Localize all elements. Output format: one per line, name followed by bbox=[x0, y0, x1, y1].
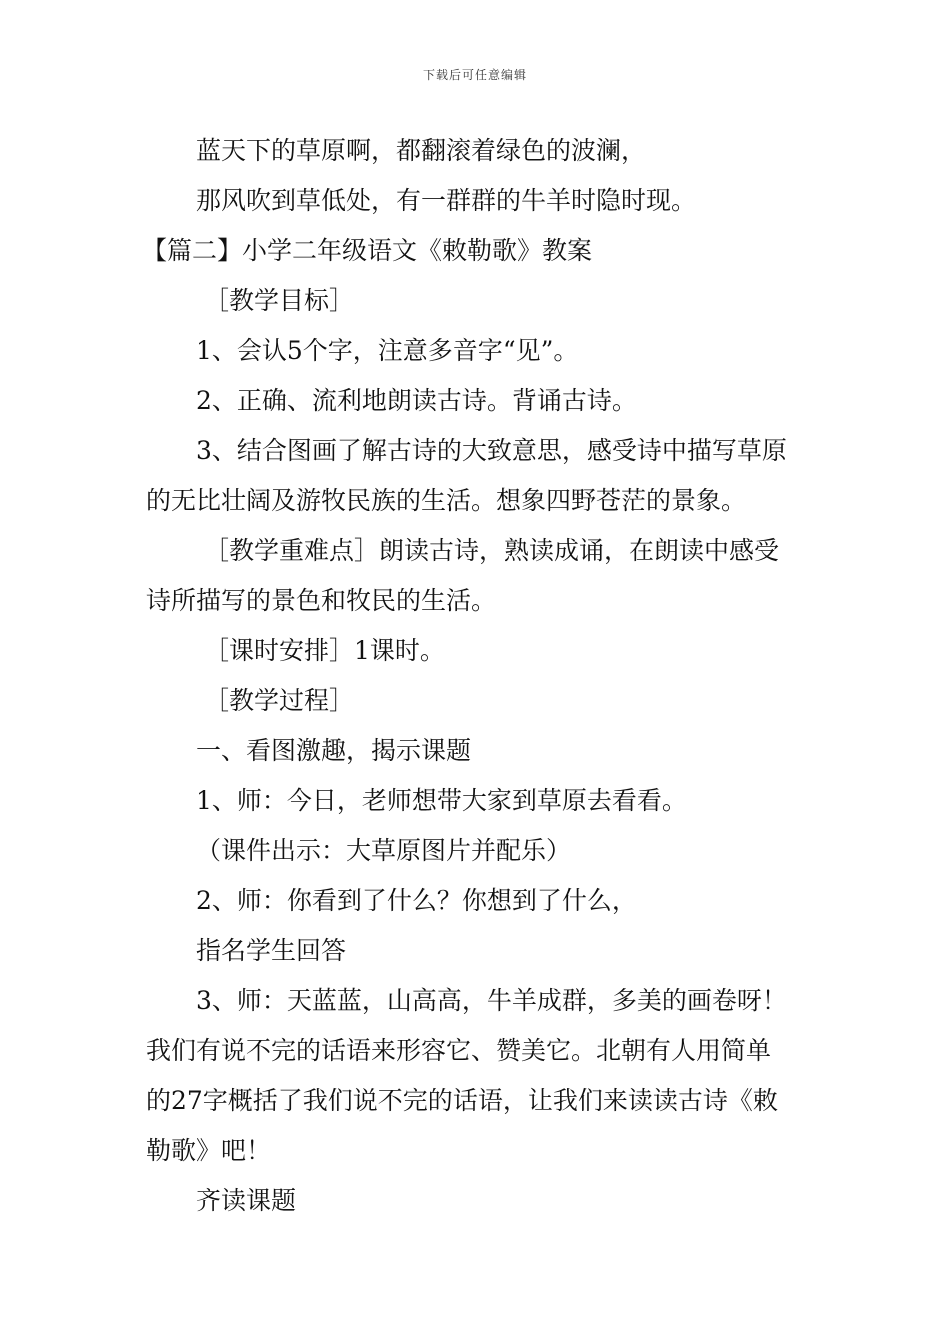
process-step-heading: 一、看图激趣，揭示课题 bbox=[196, 736, 472, 765]
schedule-line: ［课时安排］1课时。 bbox=[204, 636, 445, 665]
page-header-note: 下载后可任意编辑 bbox=[422, 68, 527, 82]
process-item-3-line-4: 勒歌》吧！ bbox=[146, 1136, 272, 1165]
subheading-teaching-goals: ［教学目标］ bbox=[204, 286, 355, 315]
goal-item-1: 1、会认5个字，注意多音字“见”。 bbox=[196, 336, 579, 365]
paragraph-poem-line-1: 蓝天下的草原啊，都翻滚着绿色的波澜， bbox=[196, 136, 647, 165]
subheading-teaching-process: ［教学过程］ bbox=[204, 686, 355, 715]
key-points-line-2: 诗所描写的景色和牧民的生活。 bbox=[146, 586, 497, 615]
process-item-3-line-3: 的27字概括了我们说不完的话语，让我们来读读古诗《敕 bbox=[146, 1086, 778, 1115]
goal-item-3-line-1: 3、结合图画了解古诗的大致意思，感受诗中描写草原 bbox=[196, 436, 787, 465]
process-read-title: 齐读课题 bbox=[196, 1186, 297, 1215]
key-points-line-1: ［教学重难点］朗读古诗，熟读成诵，在朗读中感受 bbox=[204, 536, 780, 565]
section-heading: 【篇二】小学二年级语文《敕勒歌》教案 bbox=[142, 236, 593, 265]
goal-item-3-line-2: 的无比壮阔及游牧民族的生活。想象四野苍茫的景象。 bbox=[146, 486, 747, 515]
process-student-answer: 指名学生回答 bbox=[196, 936, 347, 965]
document-body bbox=[142, 126, 810, 1226]
process-item-1: 1、师：今日，老师想带大家到草原去看看。 bbox=[196, 786, 687, 815]
process-item-3-line-2: 我们有说不完的话语来形容它、赞美它。北朝有人用简单 bbox=[146, 1036, 772, 1065]
paragraph-poem-line-2: 那风吹到草低处，有一群群的牛羊时隐时现。 bbox=[196, 186, 697, 215]
process-item-3-line-1: 3、师：天蓝蓝，山高高，牛羊成群，多美的画卷呀！ bbox=[196, 986, 787, 1015]
goal-item-2: 2、正确、流利地朗读古诗。背诵古诗。 bbox=[196, 386, 637, 415]
process-courseware-note: （课件出示：大草原图片并配乐） bbox=[196, 836, 572, 865]
process-item-2: 2、师：你看到了什么？你想到了什么， bbox=[196, 886, 637, 915]
